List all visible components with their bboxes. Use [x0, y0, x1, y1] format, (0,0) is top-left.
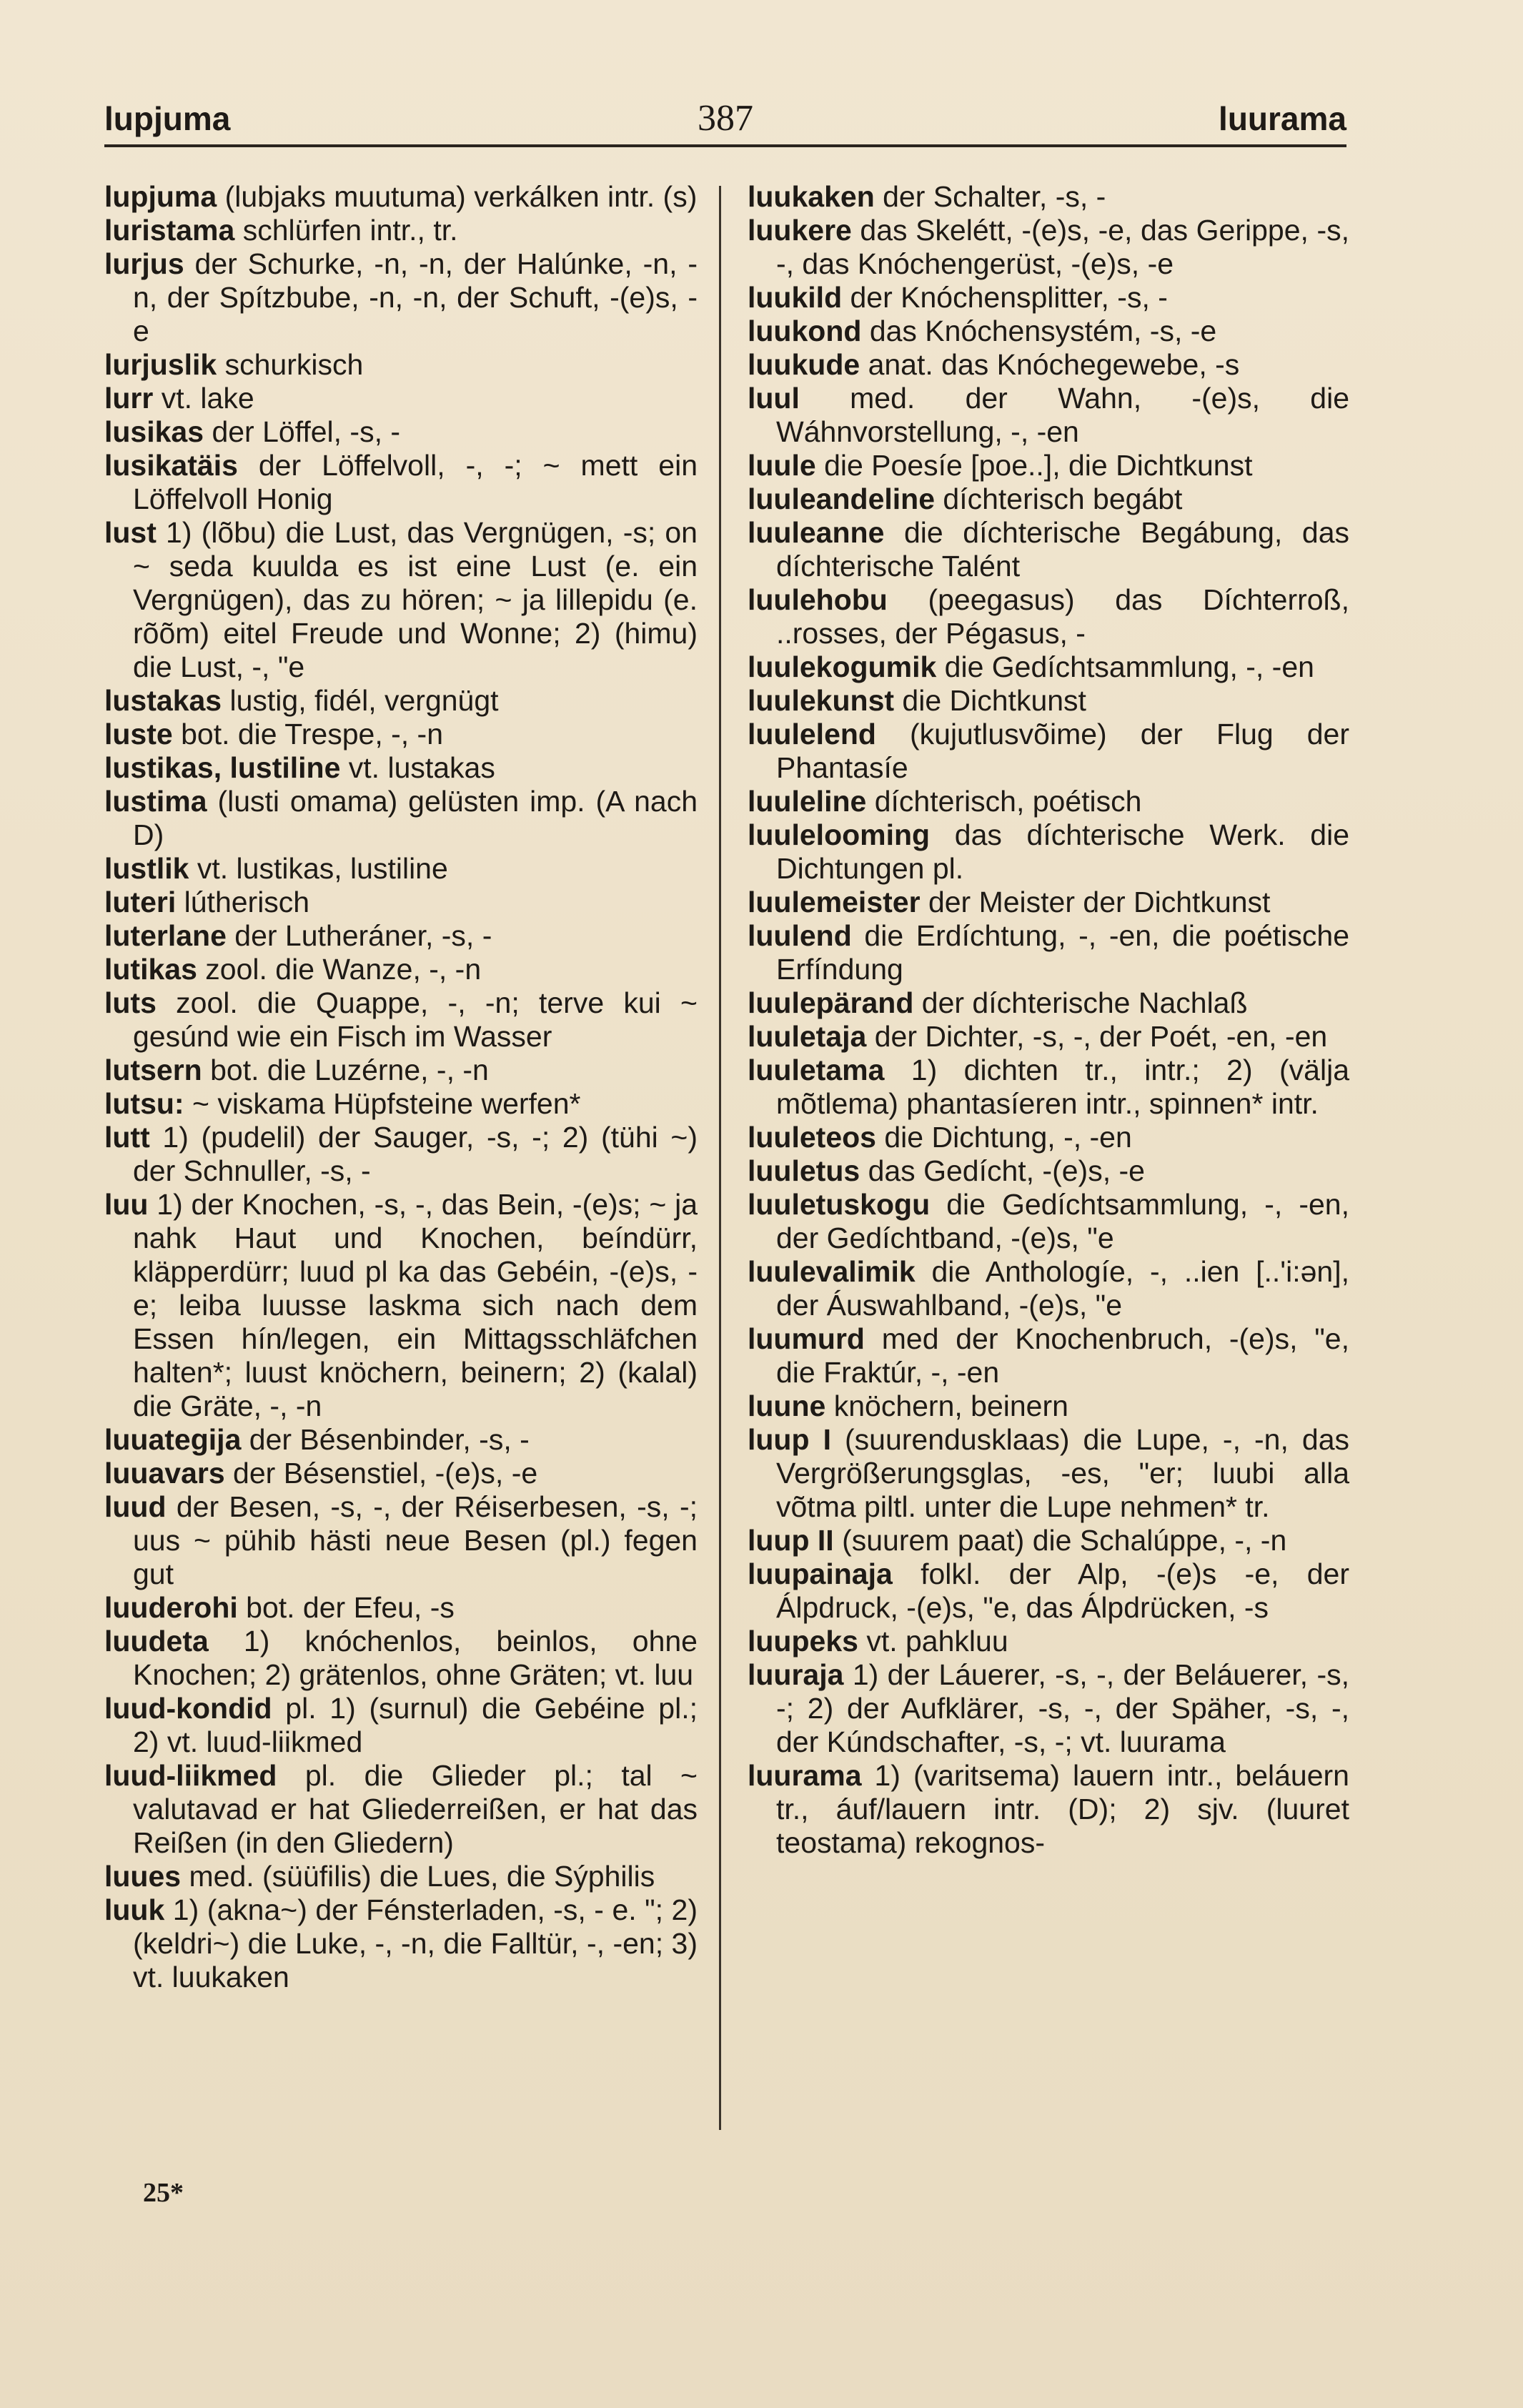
dictionary-entry: [104, 180, 698, 214]
entry-headword: luuderohi: [104, 1591, 238, 1624]
dictionary-entry: [748, 1322, 1349, 1389]
entry-definition: folkl. der Alp, -(e)s -e, der Álpdruck, -(e)s, "e, das Álpdrücken, -s: [776, 1557, 1349, 1624]
entry-headword: luudeta: [104, 1625, 209, 1658]
entry-definition: bot. die Trespe, -, -n: [172, 718, 443, 750]
entry-definition: die Dichtkunst: [894, 684, 1086, 717]
entry-headword: luuletama: [748, 1054, 885, 1086]
entry-definition: (kujutlusvõime) der Flug der Phantasíe: [776, 718, 1349, 784]
entry-headword: luterlane: [104, 919, 227, 952]
dictionary-entry: [104, 415, 698, 449]
entry-headword: lustakas: [104, 684, 222, 717]
entry-headword: luud-kondid: [104, 1692, 272, 1725]
entry-headword: lutikas: [104, 953, 197, 986]
dictionary-entry: [748, 516, 1349, 583]
entry-headword: luukaken: [748, 180, 875, 213]
entry-definition: 1) (akna~) der Fénsterladen, -s, - e. "; 2) (keldri~) die Luke, -, -n, die Falltür, -, -en; 3) vt. luukaken: [133, 1893, 698, 1993]
entry-definition: vt. lustikas, lustiline: [189, 852, 448, 885]
entry-definition: der Schurke, -n, -n, der Halúnke, -n, -n, der Spítzbube, -n, -n, der Schuft, -(e)s, -e: [133, 247, 698, 347]
dictionary-entry: [104, 1860, 698, 1893]
column-divider: [719, 186, 721, 2130]
entry-headword: lustlik: [104, 852, 189, 885]
entry-definition: 1) (varitsema) lauern intr., beláuern tr., áuf/lauern intr. (D); 2) sjv. (luuret teostama) rekognos-: [776, 1759, 1349, 1859]
dictionary-entry: [104, 516, 698, 684]
entry-headword: luulekunst: [748, 684, 895, 717]
entry-definition: schurkisch: [217, 348, 364, 381]
entry-headword: luuraja: [748, 1658, 844, 1691]
entry-headword: luuavars: [104, 1457, 225, 1490]
entry-definition: die díchterische Begábung, das díchterische Talént: [776, 516, 1349, 583]
dictionary-entry: [104, 1188, 698, 1423]
dictionary-entry: [104, 1591, 698, 1625]
dictionary-entry: [748, 449, 1349, 482]
dictionary-entry: [748, 1658, 1349, 1759]
entry-definition: der Bésenstiel, -(e)s, -e: [224, 1457, 538, 1490]
dictionary-entry: [104, 785, 698, 852]
entry-definition: 1) der Knochen, -s, -, das Bein, -(e)s; ~ ja nahk Haut und Knochen, beíndürr, kläpperdürr; luud pl ka das Gebéin, -(e)s, -e; leiba luusse laskma sich nach dem Essen hín/legen, ein Mittagsschläfchen halten*; luust knöchern, beinern; 2) (kalal) die Gräte, -, -n: [133, 1188, 698, 1422]
dictionary-entry: [104, 751, 698, 785]
entry-headword: lutsu:: [104, 1087, 184, 1120]
entry-headword: luulelend: [748, 718, 876, 750]
dictionary-entry: [104, 886, 698, 919]
dictionary-entry: [104, 1692, 698, 1759]
dictionary-entry: [104, 1759, 698, 1860]
entry-definition: med. (süüfilis) die Lues, die Sýphilis: [181, 1860, 655, 1893]
entry-definition: 1) knóchenlos, beinlos, ohne Knochen; 2) grätenlos, ohne Gräten; vt. luu: [133, 1625, 698, 1691]
entry-definition: (suurendusklaas) die Lupe, -, -n, das Vergrößerungsglas, -es, "er; luubi alla võtma piltl. unter die Lupe nehmen* tr.: [776, 1423, 1349, 1523]
entry-definition: díchterisch, poétisch: [866, 785, 1142, 818]
right-column: [748, 180, 1349, 1860]
entry-definition: knöchern, beinern: [825, 1389, 1068, 1422]
entry-definition: der Besen, -s, -, der Réiserbesen, -s, -; uus ~ pühib hästi neue Besen (pl.) fegen gut: [133, 1490, 698, 1590]
entry-definition: das Skelétt, -(e)s, -e, das Gerippe, -s, -, das Knóchengerüst, -(e)s, -e: [776, 214, 1349, 280]
entry-definition: ~ viskama Hüpfsteine werfen*: [184, 1087, 581, 1120]
entry-definition: bot. die Luzérne, -, -n: [202, 1054, 489, 1086]
entry-headword: luuleandeline: [748, 482, 935, 515]
dictionary-entry: [748, 1524, 1349, 1557]
dictionary-entry: [748, 1423, 1349, 1524]
entry-headword: luune: [748, 1389, 826, 1422]
entry-definition: die Poesíe [poe..], die Dichtkunst: [815, 449, 1253, 482]
entry-definition: das díchterische Werk. die Dichtungen pl.: [776, 818, 1349, 885]
dictionary-entry: [104, 247, 698, 348]
entry-definition: der Lutheráner, -s, -: [226, 919, 492, 952]
dictionary-entry: [748, 1389, 1349, 1423]
entry-headword: luup II: [748, 1524, 834, 1557]
entry-headword: luuleteos: [748, 1121, 876, 1154]
dictionary-entry: [104, 1087, 698, 1121]
entry-headword: luulend: [748, 919, 852, 952]
dictionary-entry: [104, 348, 698, 382]
dictionary-entry: [748, 348, 1349, 382]
entry-definition: schlürfen intr., tr.: [234, 214, 458, 247]
entry-headword: luuleanne: [748, 516, 885, 549]
entry-definition: vt. pahkluu: [858, 1625, 1008, 1658]
dictionary-entry: [104, 1423, 698, 1457]
entry-headword: lupjuma: [104, 180, 217, 213]
dictionary-entry: [748, 785, 1349, 818]
entry-headword: luukude: [748, 348, 860, 381]
dictionary-entry: [748, 1759, 1349, 1860]
dictionary-entry: [748, 1625, 1349, 1658]
entry-headword: lusikas: [104, 415, 204, 448]
dictionary-entry: [748, 314, 1349, 348]
dictionary-entry: [748, 1154, 1349, 1188]
entry-headword: luulekogumik: [748, 650, 937, 683]
entry-headword: luul: [748, 382, 800, 415]
entry-definition: der Bésenbinder, -s, -: [241, 1423, 530, 1456]
entry-headword: luule: [748, 449, 816, 482]
dictionary-entry: [748, 1188, 1349, 1255]
entry-headword: luup I: [748, 1423, 831, 1456]
entry-definition: (lubjaks muutuma) verkálken intr. (s): [217, 180, 698, 213]
entry-definition: die Gedíchtsammlung, -, -en: [936, 650, 1314, 683]
dictionary-entry: [104, 1121, 698, 1188]
dictionary-entry: [748, 583, 1349, 650]
entry-definition: der Knóchensplitter, -s, -: [842, 281, 1168, 314]
dictionary-entry: [748, 214, 1349, 281]
entry-definition: vt. lake: [153, 382, 254, 415]
dictionary-entry: [748, 650, 1349, 684]
entry-definition: die Anthologíe, -, ..ien [..'i:ən], der Áuswahlband, -(e)s, "e: [776, 1255, 1349, 1322]
dictionary-entry: [748, 986, 1349, 1020]
entry-headword: luulehobu: [748, 583, 888, 616]
entry-headword: lustima: [104, 785, 207, 818]
entry-definition: die Dichtung, -, -en: [875, 1121, 1132, 1154]
entry-headword: luurama: [748, 1759, 862, 1792]
dictionary-entry: [748, 1054, 1349, 1121]
entry-headword: lurr: [104, 382, 154, 415]
entry-definition: der Schalter, -s, -: [874, 180, 1106, 213]
dictionary-entry: [748, 818, 1349, 886]
entry-headword: luuletus: [748, 1154, 860, 1187]
left-column: [104, 180, 698, 1994]
entry-definition: das Gedícht, -(e)s, -e: [860, 1154, 1145, 1187]
entry-headword: lurjus: [104, 247, 184, 280]
dictionary-entry: [104, 1625, 698, 1692]
dictionary-entry: [104, 1893, 698, 1994]
signature-mark: 25*: [143, 2178, 184, 2208]
entry-headword: luulevalimik: [748, 1255, 916, 1288]
entry-headword: luues: [104, 1860, 182, 1893]
dictionary-entry: [104, 1490, 698, 1591]
dictionary-entry: [104, 449, 698, 516]
entry-definition: der Meister der Dichtkunst: [920, 886, 1271, 918]
entry-headword: lustikas, lustiline: [104, 751, 341, 784]
dictionary-entry: [104, 1054, 698, 1087]
entry-headword: luste: [104, 718, 173, 750]
entry-headword: luuletaja: [748, 1020, 867, 1053]
entry-definition: lútherisch: [176, 886, 310, 918]
entry-headword: lust: [104, 516, 157, 549]
entry-definition: 1) dichten tr., intr.; 2) (välja mõtlema) phantasíeren intr., spinnen* intr.: [776, 1054, 1349, 1120]
header-first-word: lupjuma: [104, 100, 231, 137]
dictionary-entry: [748, 482, 1349, 516]
entry-definition: med. der Wahn, -(e)s, die Wáhnvorstellung, -, -en: [776, 382, 1349, 448]
page-number: 387: [698, 98, 753, 139]
dictionary-entry: [748, 180, 1349, 214]
entry-definition: 1) der Láuerer, -s, -, der Beláuerer, -s, -; 2) der Aufklärer, -s, -, der Späher, -s, -, der Kúndschafter, -s, -; vt. luurama: [776, 1658, 1349, 1758]
entry-definition: der Löffelvoll, -, -; ~ mett ein Löffelvoll Honig: [133, 449, 698, 515]
entry-definition: bot. der Efeu, -s: [237, 1591, 455, 1624]
dictionary-entry: [748, 886, 1349, 919]
dictionary-entry: [104, 382, 698, 415]
entry-definition: die Gedíchtsammlung, -, -en, der Gedíchtband, -(e)s, "e: [776, 1188, 1349, 1254]
entry-definition: 1) (pudelil) der Sauger, -s, -; 2) (tühi ~) der Schnuller, -s, -: [133, 1121, 698, 1187]
entry-headword: luuk: [104, 1893, 165, 1926]
entry-definition: (lusti omama) gelüsten imp. (A nach D): [133, 785, 698, 851]
dictionary-entry: [104, 852, 698, 886]
entry-headword: luulelooming: [748, 818, 931, 851]
entry-definition: pl. die Glieder pl.; tal ~ valutavad er hat Gliederreißen, er hat das Reißen (in den Gliedern): [133, 1759, 698, 1859]
header-last-word: luurama: [1219, 100, 1346, 137]
entry-definition: der díchterische Nachlaß: [913, 986, 1248, 1019]
entry-definition: lustig, fidél, vergnügt: [222, 684, 499, 717]
entry-headword: luuletuskogu: [748, 1188, 931, 1221]
entry-definition: die Erdíchtung, -, -en, die poétische Erfíndung: [776, 919, 1349, 986]
entry-headword: luulemeister: [748, 886, 921, 918]
dictionary-entry: [104, 919, 698, 953]
page-header: [104, 94, 1346, 147]
entry-headword: luuategija: [104, 1423, 242, 1456]
entry-definition: med der Knochenbruch, -(e)s, "e, die Fraktúr, -, -en: [776, 1322, 1349, 1389]
entry-definition: díchterisch begábt: [935, 482, 1183, 515]
dictionary-entry: [104, 684, 698, 718]
entry-definition: vt. lustakas: [340, 751, 495, 784]
entry-definition: (peegasus) das Díchterroß, ..rosses, der Pégasus, -: [776, 583, 1349, 650]
entry-headword: lutsern: [104, 1054, 202, 1086]
entry-headword: luukere: [748, 214, 852, 247]
entry-headword: luts: [104, 986, 157, 1019]
dictionary-entry: [748, 1020, 1349, 1054]
dictionary-entry: [748, 1255, 1349, 1322]
entry-definition: der Löffel, -s, -: [204, 415, 401, 448]
dictionary-entry: [748, 1557, 1349, 1625]
entry-headword: luupeks: [748, 1625, 858, 1658]
entry-definition: anat. das Knóchegewebe, -s: [860, 348, 1240, 381]
entry-headword: lurjuslik: [104, 348, 217, 381]
entry-definition: pl. 1) (surnul) die Gebéine pl.; 2) vt. luud-liikmed: [133, 1692, 698, 1758]
entry-headword: luulepärand: [748, 986, 914, 1019]
dictionary-entry: [104, 1457, 698, 1490]
entry-headword: luukild: [748, 281, 843, 314]
dictionary-entry: [104, 953, 698, 986]
entry-headword: luteri: [104, 886, 177, 918]
entry-headword: lusikatäis: [104, 449, 238, 482]
entry-headword: luu: [104, 1188, 149, 1221]
dictionary-entry: [104, 986, 698, 1054]
entry-definition: das Knóchensystém, -s, -e: [861, 314, 1217, 347]
dictionary-entry: [748, 1121, 1349, 1154]
dictionary-entry: [748, 718, 1349, 785]
dictionary-entry: [748, 684, 1349, 718]
dictionary-entry: [748, 382, 1349, 449]
dictionary-entry: [748, 919, 1349, 986]
entry-headword: luukond: [748, 314, 862, 347]
entry-headword: luuleline: [748, 785, 867, 818]
entry-definition: der Dichter, -s, -, der Poét, -en, -en: [866, 1020, 1328, 1053]
dictionary-entry: [104, 718, 698, 751]
dictionary-entry: [748, 281, 1349, 314]
entry-definition: (suurem paat) die Schalúppe, -, -n: [833, 1524, 1287, 1557]
entry-headword: luristama: [104, 214, 235, 247]
entry-headword: luud-liikmed: [104, 1759, 277, 1792]
entry-headword: luupainaja: [748, 1557, 893, 1590]
entry-definition: zool. die Quappe, -, -n; terve kui ~ gesúnd wie ein Fisch im Wasser: [133, 986, 698, 1053]
entry-definition: zool. die Wanze, -, -n: [197, 953, 482, 986]
entry-headword: luumurd: [748, 1322, 865, 1355]
entry-definition: 1) (lõbu) die Lust, das Vergnügen, -s; on ~ seda kuulda es ist eine Lust (e. ein Vergnügen), das zu hören; ~ ja lillepidu (e. rõõm) eitel Freude und Wonne; 2) (himu) die Lust, -, "e: [133, 516, 698, 683]
entry-headword: luud: [104, 1490, 167, 1523]
entry-headword: lutt: [104, 1121, 150, 1154]
dictionary-entry: [104, 214, 698, 247]
